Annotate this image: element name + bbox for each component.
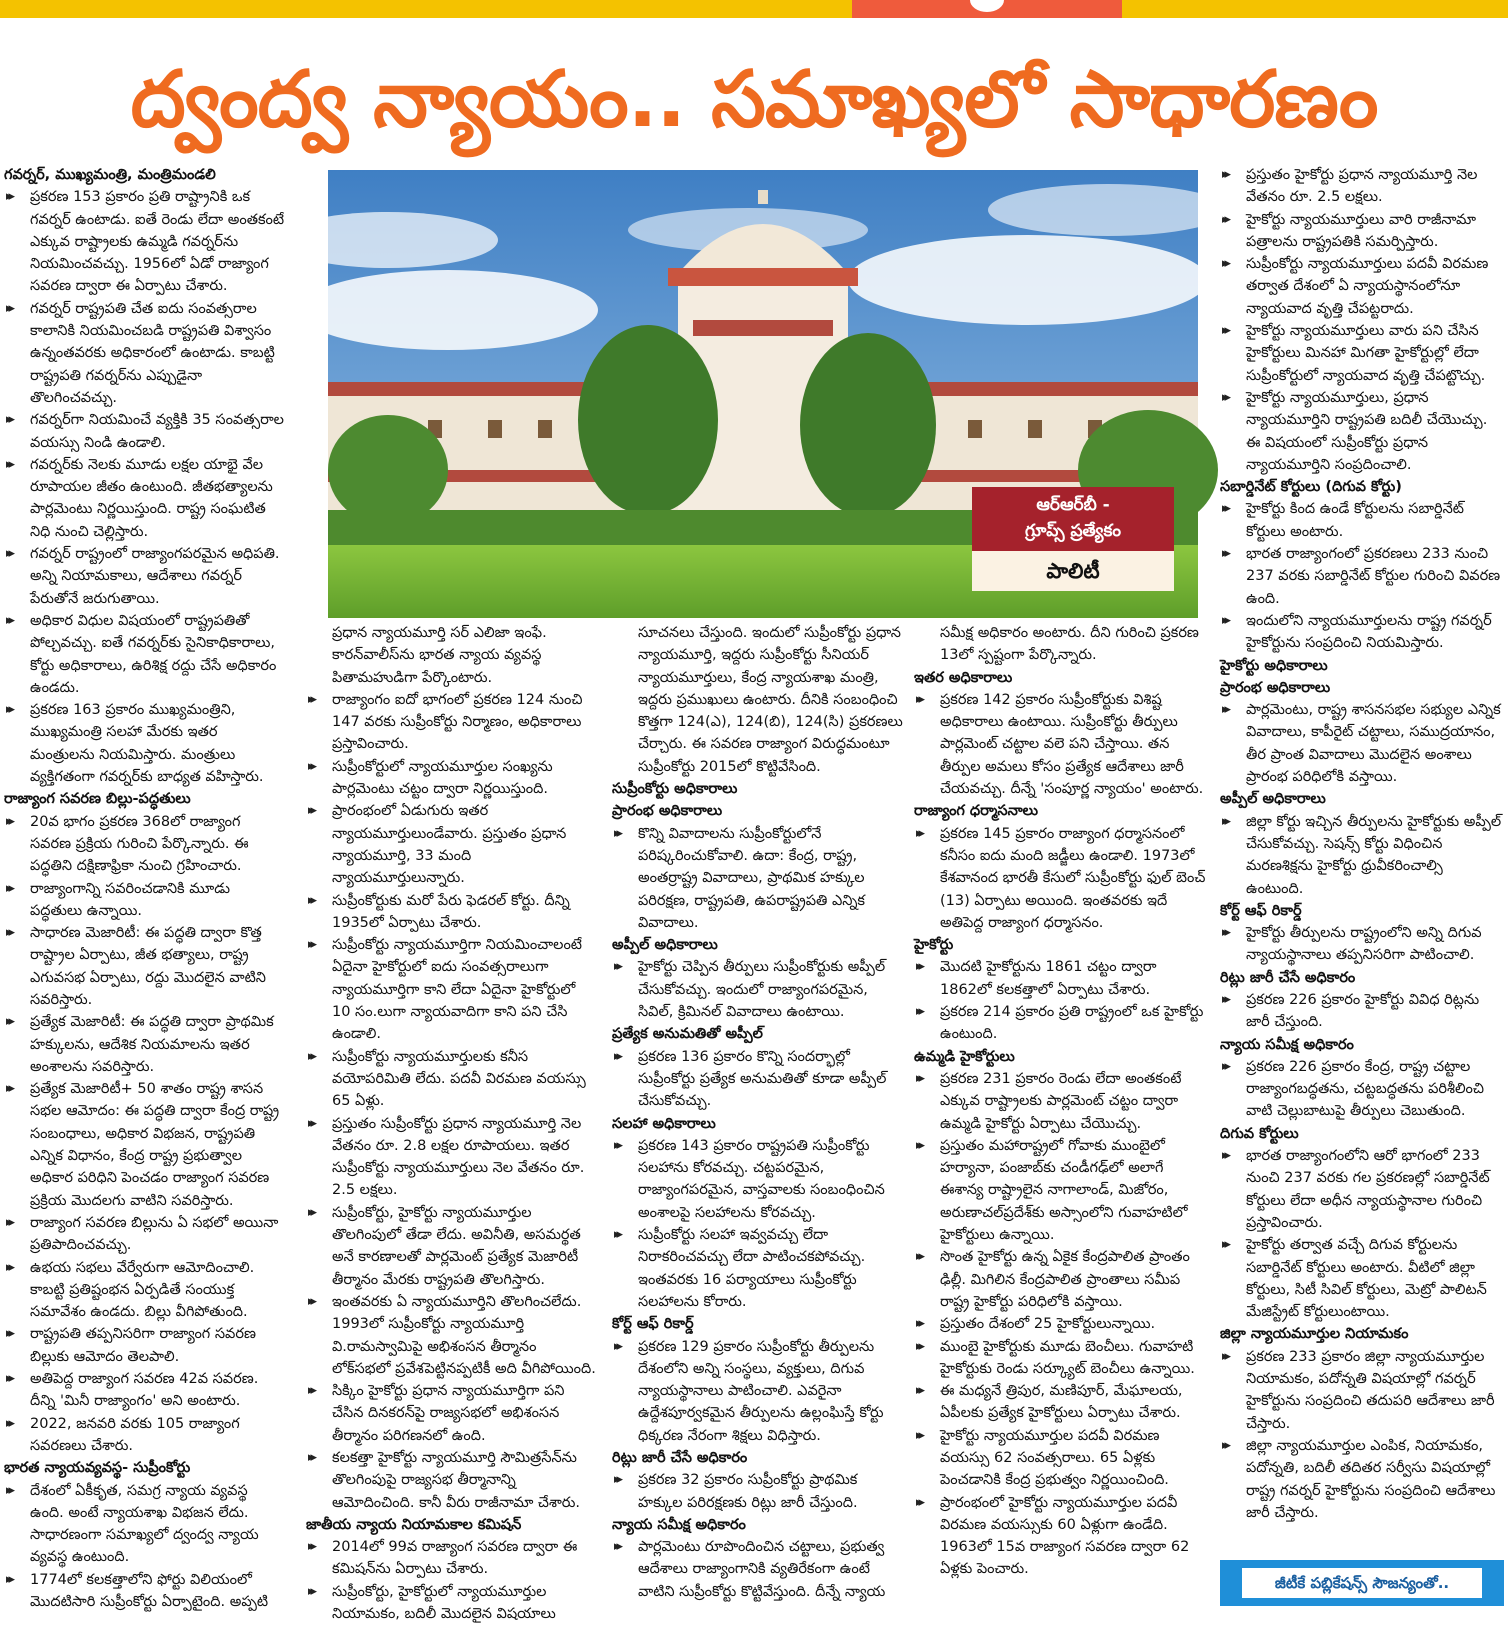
double-arrow-icon: ▸▸ <box>6 1214 12 1230</box>
double-arrow-icon: ▸▸ <box>308 1048 314 1064</box>
bullet-text: హైకోర్టు తీర్పులను రాష్ట్రంలోని అన్ని దిగువ న్యాయస్థానాలు తప్పనిసరిగా పాటించాలి. <box>1246 925 1482 964</box>
bullet-text: గవర్నర్‌కు నెలకు మూడు లక్షల యాభై వేల రూపాయల జీతం ఉంటుంది. జీతభత్యాలను పార్లమెంటు నిర్ణయిస్తుంది. రాష్ట్ర సంఘటిత నిధి నుంచి చెల్లిస్తారు. <box>30 456 273 540</box>
double-arrow-icon: ▸▸ <box>1222 925 1228 941</box>
bullet-item <box>914 689 1206 800</box>
double-arrow-icon: ▸▸ <box>1222 323 1228 339</box>
bullet-text: సొంత హైకోర్టు ఉన్న ఏకైక కేంద్రపాలిత ప్రాంతం ఢిల్లీ. మిగిలిన కేంద్రపాలిత ప్రాంతాలు సమీప రాష్ట్ర హైకోర్టు పరిధిలోకి వస్తాయి. <box>940 1249 1190 1310</box>
double-arrow-icon: ▸▸ <box>6 1014 12 1030</box>
bullet-item <box>914 956 1206 1001</box>
double-arrow-icon: ▸▸ <box>6 702 12 718</box>
double-arrow-icon: ▸▸ <box>1222 1058 1228 1074</box>
double-arrow-icon: ▸▸ <box>916 1070 922 1086</box>
subheading: ప్రారంభ అధికారాలు <box>1220 679 1331 696</box>
column-3 <box>612 622 904 1604</box>
bullet-item <box>4 811 286 878</box>
bullet-item <box>306 890 596 935</box>
bullet-text: భారత రాజ్యాంగంలోని ఆరో భాగంలో 233 నుంచి 237 వరకు గల ప్రకరణల్లో సబార్డినేట్ కోర్టులు లేదా అధీన న్యాయస్థానాల గురించి ప్రస్తావించారు. <box>1246 1148 1490 1231</box>
subheading: న్యాయ సమీక్ష అధికారం <box>612 1516 746 1533</box>
subheading: సబార్డినేట్ కోర్టులు (దిగువ కోర్టు) <box>1220 479 1402 496</box>
double-arrow-icon: ▸▸ <box>1222 211 1228 227</box>
bullet-text: ప్రస్తుతం మహారాష్ట్రలో గోవాకు ముంబైలో హర్యానా, పంజాబ్‌కు చండీగఢ్‌లో అలాగే ఈశాన్య రాష్ట్రాలైన నాగాలాండ్, మిజోరం, అరుణాచల్‌ప్రదేశ్‌కు అస్సాంలోని గువాహటిలో హైకోర్టులు ఉన్నాయి. <box>940 1137 1188 1244</box>
bullet-text: మొదటి హైకోర్టును 1861 చట్టం ద్వారా 1862లో కలకత్తాలో ఏర్పాటు చేశారు. <box>940 959 1157 998</box>
column-5 <box>1220 164 1504 1584</box>
double-arrow-icon: ▸▸ <box>6 189 12 205</box>
subheading: సలహా అధికారాలు <box>612 1115 716 1132</box>
double-arrow-icon: ▸▸ <box>6 546 12 562</box>
tag-section: పాలిటీ <box>972 551 1174 591</box>
bullet-text: ప్రకరణ 226 ప్రకారం కేంద్ర, రాష్ట్ర చట్టాల రాజ్యాంగబద్ధతను, చట్టబద్ధతను పరిశీలించి వాటి చెల్లుబాటుపై తీర్పులు చెబుతుంది. <box>1246 1058 1484 1120</box>
bullet-item <box>306 1113 596 1202</box>
bullet-item <box>1220 543 1504 610</box>
bullet-item <box>612 1224 904 1313</box>
bullet-item <box>1220 610 1504 655</box>
bullet-item <box>612 1046 904 1113</box>
bullet-text: సాధారణ మెజారిటీ: ఈ పద్ధతి ద్వారా కొత్త రాష్ట్రాల ఏర్పాటు, జీత భత్యాలు, రాష్ట్ర ఎగువసభ ఏర్పాటు, రద్దు మొదలైన వాటిని సవరిస్తారు. <box>30 925 266 1008</box>
bullet-text: ప్రత్యేక మెజారిటీ: ఈ పద్ధతి ద్వారా ప్రాథమిక హక్కులను, ఆదేశిక నియమాలను ఇతర అంశాలను సవరిస్తారు. <box>30 1014 274 1075</box>
double-arrow-icon: ▸▸ <box>6 1081 12 1097</box>
bullet-text: ప్రస్తుతం సుప్రీంకోర్టు ప్రధాన న్యాయమూర్తి నెల వేతనం రూ. 2.8 లక్షల రూపాయలు. ఇతర సుప్రీంకోర్టు న్యాయమూర్తులు నెల వేతనం రూ. 2.5 లక్షలు. <box>332 1115 585 1199</box>
bullet-item <box>612 956 904 1023</box>
page-headline: ద్వంద్వ న్యాయం.. సమాఖ్యలో సాధారణం <box>130 55 1378 145</box>
bullet-text: హైకోర్టు తర్వాత వచ్చే దిగువ కోర్టులను సబార్డినేట్ కోర్టులు అంటారు. వీటిలో జిల్లా కోర్టులు, సిటీ సివిల్ కోర్టులు, మెట్రో పాలిటన్ మేజిస్ట్రేట్ కోర్టులుంటాయి. <box>1246 1237 1487 1321</box>
bullet-text: ప్రారంభంలో హైకోర్టు న్యాయమూర్తుల పదవీ విరమణ వయస్సుకు 60 ఏళ్లుగా ఉండేది. 1963లో 15వ రాజ్యాంగ సవరణ ద్వారా 62 ఏళ్లకు పెంచారు. <box>940 1494 1190 1578</box>
double-arrow-icon: ▸▸ <box>916 1383 922 1399</box>
double-arrow-icon: ▸▸ <box>916 1137 922 1153</box>
paragraph: ప్రధాన న్యాయమూర్తి సర్ ఎలిజా ఇంఫే. కారన్‌వాలీస్‌ను భారత న్యాయ వ్యవస్థ పితామహుడిగా పేర్కొంటారు. <box>332 625 547 686</box>
bullet-item <box>306 800 596 889</box>
double-arrow-icon: ▸▸ <box>6 300 12 316</box>
bullet-item <box>1220 387 1504 432</box>
bullet-text: ప్రత్యేక మెజారిటీ+ 50 శాతం రాష్ట్ర శాసన సభల ఆమోదం: ఈ పద్ధతి ద్వారా కేంద్ర రాష్ట్ర సంబంధాలు, అధికార విభజన, రాష్ట్రపతి ఎన్నిక విధానం, కేంద్ర రాష్ట్ర ప్రభుత్వాల అధికార పరిధిని పెంచడం రాజ్యాంగ సవరణ ప్రక్రియ మొదలగు వాటిని సవరిస్తారు. <box>30 1081 280 1209</box>
double-arrow-icon: ▸▸ <box>6 456 12 472</box>
bullet-text: ప్రారంభంలో ఏడుగురు ఇతర న్యాయమూర్తులుండేవారు. ప్రస్తుతం ప్రధాన న్యాయమూర్తి, 33 మంది న్యాయమూర్తులున్నారు. <box>332 803 567 887</box>
bullet-text: హైకోర్టు కింద ఉండే కోర్టులను సబార్డినేట్ కోర్టులు అంటారు. <box>1246 501 1464 540</box>
bullet-text: ప్రకరణ 143 ప్రకారం రాష్ట్రపతి సుప్రీంకోర్టు సలహాను కోరవచ్చు. చట్టపరమైన, రాజ్యాంగపరమైన, వాస్తవాలకు సంబంధించిన అంశాలపై సలహాలను కోరవచ్చు. <box>638 1137 885 1221</box>
bullet-item <box>914 1313 1206 1335</box>
bullet-item <box>4 1011 286 1078</box>
double-arrow-icon: ▸▸ <box>614 825 620 841</box>
bullet-item <box>4 1323 286 1368</box>
bullet-text: రాజ్యాంగాన్ని సవరించడానికి మూడు పద్ధతులు ఉన్నాయి. <box>30 880 230 919</box>
bullet-text: హైకోర్టు న్యాయమూర్తులు, ప్రధాన న్యాయమూర్తిని రాష్ట్రపతి బదిలీ చేయొచ్చు. <box>1246 389 1488 429</box>
double-arrow-icon: ▸▸ <box>6 1326 12 1342</box>
double-arrow-icon: ▸▸ <box>614 959 620 975</box>
double-arrow-icon: ▸▸ <box>6 880 12 896</box>
bullet-item <box>914 823 1206 934</box>
double-arrow-icon: ▸▸ <box>1222 991 1228 1007</box>
bullet-item <box>1220 922 1504 967</box>
double-arrow-icon: ▸▸ <box>1222 501 1228 517</box>
bullet-text: జిల్లా న్యాయమూర్తుల ఎంపిక, నియామకం, పదోన్నతి, బదిలీ తదితర సర్వీసు విషయాల్లో రాష్ట్ర గవర్నర్ హైకోర్టును సంప్రదించి ఆదేశాలు జారీ చేస్తారు. <box>1246 1437 1496 1521</box>
bullet-item <box>306 689 596 756</box>
bullet-text: ఉభయ సభలు వేర్వేరుగా ఆమోదించాలి. కాబట్టి ప్రతిష్టంభన ఏర్పడితే సంయుక్త సమావేశం ఉండదు. బిల్లు వీగిపోతుంది. <box>30 1259 255 1321</box>
subheading: దిగువ కోర్టులు <box>1220 1125 1299 1142</box>
bullet-item <box>1220 1234 1504 1323</box>
tag-line-2: గ్రూప్స్ ప్రత్యేకం <box>1025 521 1121 541</box>
bullet-text: గవర్నర్‌గా నియమించే వ్యక్తికి 35 సంవత్సరాల వయస్సు నిండి ఉండాలి. <box>30 412 284 451</box>
bullet-text: ఈ మధ్యనే త్రిపుర, మణిపూర్, మేఘాలయ, ఏపీలకు ప్రత్యేక హైకోర్టులు ఏర్పాటు చేశారు. <box>940 1383 1183 1422</box>
bullet-text: హైకోర్టు చెప్పిన తీర్పులు సుప్రీంకోర్టుకు అప్పీల్ చేసుకోవచ్చు. ఇందులో రాజ్యాంగపరమైన, సివిల్, క్రిమినల్ వివాదాలు ఉంటాయి. <box>638 959 886 1021</box>
double-arrow-icon: ▸▸ <box>916 1427 922 1443</box>
subheading: అప్పీల్ అధికారాలు <box>1220 791 1326 808</box>
bullet-item <box>306 1046 596 1113</box>
bullet-item <box>1220 1056 1504 1123</box>
double-arrow-icon: ▸▸ <box>1222 702 1228 718</box>
subheading: గవర్నర్, ముఖ్యమంత్రి, మంత్రిమండలి <box>4 167 216 183</box>
bullet-text: ప్రకరణ 231 ప్రకారం రెండు లేదా అంతకంటే ఎక్కువ రాష్ట్రాలకు పార్లమెంట్ చట్టం ద్వారా ఉమ్మడి హైకోర్టు ఏర్పాటు చేయొచ్చు. <box>940 1070 1182 1132</box>
bullet-item <box>306 1291 596 1380</box>
bullet-text: ప్రకరణ 136 ప్రకారం కొన్ని సందర్భాల్లో సుప్రీంకోర్టు ప్రత్యేక అనుమతితో కూడా అప్పీల్ చేసుకోవచ్చు. <box>638 1048 887 1110</box>
bullet-item <box>4 1212 286 1257</box>
column-4 <box>914 622 1206 1604</box>
bullet-text: ప్రస్తుతం హైకోర్టు ప్రధాన న్యాయమూర్తి నెల వేతనం రూ. 2.5 లక్షలు. <box>1246 167 1478 206</box>
double-arrow-icon: ▸▸ <box>6 1371 12 1387</box>
footer-credit-text: జీటీకే పబ్లికేషన్స్ సౌజన్యంతో.. <box>1242 1568 1482 1598</box>
bullet-item <box>612 1536 904 1603</box>
bullet-text: 2022, జనవరి వరకు 105 రాజ్యాంగ సవరణలు చేశారు. <box>30 1415 240 1454</box>
bullet-text: రాష్ట్రపతి తప్పనిసరిగా రాజ్యాంగ సవరణ బిల్లుకు ఆమోదం తెలపాలి. <box>30 1326 256 1365</box>
bullet-text: ప్రకరణ 153 ప్రకారం ప్రతి రాష్ట్రానికి ఒక గవర్నర్ ఉంటాడు. ఐతే రెండు లేదా అంతకంటే ఎక్కువ రాష్ట్రాలకు ఉమ్మడి గవర్నర్‌ను నియమించవచ్చు. 1956లో ఏడో రాజ్యాంగ సవరణ ద్వారా ఈ ఏర్పాటు చేశారు. <box>30 189 285 295</box>
bullet-text: సుప్రీంకోర్టు, హైకోర్టులో న్యాయమూర్తుల నియామకం, బదిలీ మొదలైన విషయాలు <box>332 1583 556 1623</box>
double-arrow-icon: ▸▸ <box>916 691 922 707</box>
bullet-item <box>306 756 596 801</box>
double-arrow-icon: ▸▸ <box>6 1482 12 1498</box>
paragraph: ఈ విషయంలో సుప్రీంకోర్టు ప్రధాన న్యాయమూర్తిని సంప్రదించాలి. <box>1246 434 1429 473</box>
bullet-item <box>4 922 286 1011</box>
bullet-text: ప్రకరణ 226 ప్రకారం హైకోర్టు వివిధ రిట్లను జారీ చేస్తుంది. <box>1246 991 1480 1031</box>
double-arrow-icon: ▸▸ <box>1222 1237 1228 1253</box>
bullet-text: 2014లో 99వ రాజ్యాంగ సవరణ ద్వారా ఈ కమిషన్‌ను ఏర్పాటు చేశారు. <box>332 1539 578 1578</box>
double-arrow-icon: ▸▸ <box>6 813 12 829</box>
double-arrow-icon: ▸▸ <box>614 1539 620 1555</box>
bullet-text: సుప్రీంకోర్టు సలహా ఇవ్వవచ్చు లేదా నిరాకరించవచ్చు లేదా పాటించకపోవచ్చు. ఇంతవరకు 16 పర్యాయాలు సుప్రీంకోర్టు సలహాలను కోరారు. <box>638 1227 866 1310</box>
bullet-item <box>612 1336 904 1447</box>
double-arrow-icon: ▸▸ <box>1222 167 1228 182</box>
bullet-item <box>914 1336 1206 1381</box>
section-tag <box>972 487 1174 591</box>
bullet-text: రాజ్యాంగం ఐదో భాగంలో ప్రకరణ 124 నుంచి 147 వరకు సుప్రీంకోర్టు నిర్మాణం, అధికారాలు ప్రస్తావించారు. <box>332 691 583 753</box>
bullet-text: ప్రకరణ 233 ప్రకారం జిల్లా న్యాయమూర్తుల నియామకం, పదోన్నతి విషయాల్లో గవర్నర్ హైకోర్టును సంప్రదించి తదుపరి ఆదేశాలు జారీ చేస్తారు. <box>1246 1348 1495 1432</box>
bullet-text: అధికార విధుల విషయంలో రాష్ట్రపతితో పోల్చవచ్చు. ఐతే గవర్నర్‌కు సైనికాధికారాలు, కోర్టు అధికారాలు, ఉరిశిక్ష రద్దు చేసే అధికారం ఉండదు. <box>30 612 277 696</box>
double-arrow-icon: ▸▸ <box>1222 1348 1228 1364</box>
bullet-text: హైకోర్టు న్యాయమూర్తులు వారు పని చేసిన హైకోర్టులు మినహా మిగతా హైకోర్టుల్లో లేదా సుప్రీంకోర్టులో న్యాయవాద వృత్తి చేపట్టొచ్చు. <box>1246 323 1486 384</box>
double-arrow-icon: ▸▸ <box>308 1539 314 1555</box>
subheading: కోర్ట్ ఆఫ్ రికార్డ్ <box>612 1316 694 1333</box>
bullet-text: సుప్రీంకోర్టు న్యాయమూర్తిగా నియమించాలంటే ఏదైనా హైకోర్టులో ఐదు సంవత్సరాలుగా న్యాయమూర్తిగా కాని లేదా ఏదైనా హైకోర్టులో 10 సం.లుగా న్యాయవాదిగా కాని పని చేసి ఉండాలి. <box>332 937 582 1043</box>
subheading: సుప్రీంకోర్టు అధికారాలు <box>612 781 738 798</box>
double-arrow-icon: ▸▸ <box>916 1494 922 1510</box>
column-2 <box>306 622 596 1623</box>
bullet-item <box>612 1135 904 1224</box>
double-arrow-icon: ▸▸ <box>1222 546 1228 562</box>
bullet-item <box>4 1480 286 1569</box>
double-arrow-icon: ▸▸ <box>916 1316 922 1332</box>
double-arrow-icon: ▸▸ <box>916 825 922 841</box>
subheading: జాతీయ న్యాయ నియామకాల కమిషన్ <box>306 1516 522 1533</box>
bullet-text: ప్రకరణ 145 ప్రకారం రాజ్యాంగ ధర్మాసనంలో కనీసం ఐదు మంది జడ్జీలు ఉండాలి. 1973లో కేశవానంద భారతీ కేసులో సుప్రీంకోర్టు ఫుల్ బెంచ్ (13) ఏర్పాటు అయింది. ఇంతవరకు ఇదే అతిపెద్ద రాజ్యాంగ ధర్మాసనం. <box>940 825 1206 931</box>
bullet-text: గవర్నర్ రాష్ట్రపతి చేత ఐదు సంవత్సరాల కాలానికి నియమించబడి రాష్ట్రపతి విశ్వాసం ఉన్నంతవరకు అధికారంలో ఉంటాడు. కాబట్టి రాష్ట్రపతి గవర్నర్‌ను ఎప్పుడైనా తొలగించవచ్చు. <box>30 300 275 406</box>
bullet-item <box>4 543 286 610</box>
top-bar-accent <box>852 0 1122 18</box>
bullet-item <box>306 1447 596 1514</box>
subheading: హైకోర్టు <box>914 937 954 954</box>
paragraph: సూచనలు చేస్తుంది. ఇందులో సుప్రీంకోర్టు ప్రధాన న్యాయమూర్తి, ఇద్దరు సుప్రీంకోర్టు సీనియర్ న్యాయమూర్తులు, కేంద్ర న్యాయశాఖ మంత్రి, ఇద్దరు ప్రముఖులు ఉంటారు. దీనికి సంబంధించి కొత్తగా 124(ఎ), 124(బి), 124(సి) ప్రకరణలు చేర్చారు. ఈ సవరణ రాజ్యాంగ విరుద్ధమంటూ సుప్రీంకోర్టు 2015లో కొట్టివేసింది. <box>638 625 903 775</box>
double-arrow-icon: ▸▸ <box>1222 612 1228 628</box>
bullet-item <box>306 1202 596 1291</box>
subheading: రాజ్యాంగ ధర్మాసనాలు <box>914 803 1038 820</box>
bullet-item <box>4 610 286 699</box>
bullet-item <box>1220 811 1504 900</box>
subheading: ప్రత్యేక అనుమతితో అప్పీల్ <box>612 1026 763 1043</box>
double-arrow-icon: ▸▸ <box>6 412 12 428</box>
double-arrow-icon: ▸▸ <box>1222 1148 1228 1164</box>
bullet-item <box>306 1581 596 1625</box>
double-arrow-icon: ▸▸ <box>6 925 12 941</box>
double-arrow-icon: ▸▸ <box>6 612 12 628</box>
double-arrow-icon: ▸▸ <box>614 1338 620 1354</box>
paragraph: సమీక్ష అధికారం అంటారు. దీని గురించి ప్రకరణ 13లో స్పష్టంగా పేర్కొన్నారు. <box>940 625 1199 664</box>
bullet-item <box>612 1469 904 1514</box>
column-1 <box>4 164 286 1610</box>
bullet-item <box>4 699 286 788</box>
double-arrow-icon: ▸▸ <box>308 892 314 908</box>
subheading: రిట్లు జారీ చేసే అధికారం <box>1220 969 1356 986</box>
double-arrow-icon: ▸▸ <box>6 1415 12 1431</box>
bullet-text: ఇంతవరకు ఏ న్యాయమూర్తిని తొలగించలేదు. 1993లో సుప్రీంకోర్టు న్యాయమూర్తి వి.రామస్వామిపై అభిశంసన తీర్మానం లోక్‌సభలో ప్రవేశపెట్టినప్పటికీ అది వీగిపోయింది. <box>332 1293 596 1377</box>
bullet-item <box>914 1001 1206 1046</box>
bullet-text: ప్రస్తుతం దేశంలో 25 హైకోర్టులున్నాయి. <box>940 1316 1156 1333</box>
bullet-text: రాజ్యాంగ సవరణ బిల్లును ఏ సభలో అయినా ప్రతిపాదించవచ్చు. <box>30 1214 279 1254</box>
bullet-text: సుప్రీంకోర్టు న్యాయమూర్తులకు కనీస వయోపరిమితి లేదు. పదవీ విరమణ వయస్సు 65 ఏళ్లు. <box>332 1048 586 1110</box>
bullet-item <box>914 1246 1206 1313</box>
bullet-item <box>914 1068 1206 1135</box>
bullet-item <box>306 934 596 1045</box>
bullet-item <box>4 878 286 923</box>
bullet-text: ప్రకరణ 163 ప్రకారం ముఖ్యమంత్రిని, ముఖ్యమంత్రి సలహా మేరకు ఇతర మంత్రులను నియమిస్తారు. మంత్రులు వ్యక్తిగతంగా గవర్నర్‌కు బాధ్యత వహిస్తారు. <box>30 702 264 786</box>
footer-credit <box>1220 1560 1504 1606</box>
bullet-text: సుప్రీంకోర్టు, హైకోర్టు న్యాయమూర్తుల తొలగింపులో తేడా లేదు. అవినీతి, అసమర్థత అనే కారణాలతో పార్లమెంట్ ప్రత్యేక మెజారిటీ తీర్మానం మేరకు రాష్ట్రపతి తొలగిస్తారు. <box>332 1204 581 1288</box>
bullet-text: దేశంలో ఏకీకృత, సమగ్ర న్యాయ వ్యవస్థ ఉంది. అంటే న్యాయశాఖ విభజన లేదు. సాధారణంగా సమాఖ్యలో ద్వంద్వ న్యాయ వ్యవస్థ ఉంటుంది. <box>30 1482 259 1566</box>
tag-line-1: ఆర్ఆర్‌బీ - <box>1036 495 1110 515</box>
double-arrow-icon: ▸▸ <box>308 1583 314 1599</box>
double-arrow-icon: ▸▸ <box>308 1449 314 1465</box>
bullet-item <box>1220 320 1504 387</box>
bullet-item <box>4 298 286 409</box>
subheading: న్యాయ సమీక్ష అధికారం <box>1220 1036 1354 1053</box>
bullet-text: పార్లమెంటు రూపొందించిన చట్టాలు, ప్రభుత్వ ఆదేశాలు రాజ్యాంగానికి వ్యతిరేకంగా ఉంటే వాటిని సుప్రీంకోర్టు కొట్టివేస్తుంది. దీన్నే న్యాయ <box>638 1539 886 1600</box>
bullet-item <box>306 1380 596 1447</box>
double-arrow-icon: ▸▸ <box>308 1293 314 1309</box>
bullet-item <box>1220 1435 1504 1524</box>
bullet-item <box>914 1492 1206 1581</box>
double-arrow-icon: ▸▸ <box>308 691 314 707</box>
subheading: రిట్లు జారీ చేసే అధికారం <box>612 1449 748 1466</box>
bullet-item <box>1220 253 1504 320</box>
subheading: జిల్లా న్యాయమూర్తుల నియామకం <box>1220 1326 1409 1343</box>
bullet-text: కలకత్తా హైకోర్టు న్యాయమూర్తి సౌమిత్రసేన్‌ను తొలగింపుపై రాజ్యసభ తీర్మానాన్ని ఆమోదించింది. కానీ వీరు రాజీనామా చేశారు. <box>332 1449 580 1511</box>
subheading: ఉమ్మడి హైకోర్టులు <box>914 1048 1015 1065</box>
bullet-text: సిక్కిం హైకోర్టు ప్రధాన న్యాయమూర్తిగా పని చేసిన దినకరన్‌పై రాజ్యసభలో అభిశంసన తీర్మానం పరిగణనలో ఉంది. <box>332 1383 565 1444</box>
subheading: భారత న్యాయవ్యవస్థ- సుప్రీంకోర్టు <box>4 1460 191 1477</box>
bullet-text: ఇందులోని న్యాయమూర్తులను రాష్ట్ర గవర్నర్ హైకోర్టును సంప్రదించి నియమిస్తారు. <box>1246 612 1492 652</box>
bullet-item <box>1220 498 1504 543</box>
top-bar-knob <box>970 0 1004 12</box>
bullet-item <box>1220 699 1504 788</box>
bullet-text: సుప్రీంకోర్టు న్యాయమూర్తులు పదవీ విరమణ తర్వాత దేశంలో ఏ న్యాయస్థానంలోనూ న్యాయవాద వృత్తి చేపట్టరాదు. <box>1246 256 1489 317</box>
double-arrow-icon: ▸▸ <box>1222 1437 1228 1453</box>
tag-title <box>972 487 1174 551</box>
bullet-item <box>4 1368 286 1413</box>
double-arrow-icon: ▸▸ <box>1222 389 1228 405</box>
bullet-text: భారత రాజ్యాంగంలో ప్రకరణలు 233 నుంచి 237 వరకు సబార్డినేట్ కోర్టుల గురించి వివరణ ఉంది. <box>1246 546 1501 607</box>
bullet-text: పార్లమెంటు, రాష్ట్ర శాసనసభల సభ్యుల ఎన్నిక వివాదాలు, కాపీరైట్ చట్టాలు, సముద్రయానం, తీర ప్రాంత వివాదాలు మొదలైన అంశాలు ప్రారంభ పరిధిలోకి వస్తాయి. <box>1246 702 1501 786</box>
double-arrow-icon: ▸▸ <box>1222 256 1228 272</box>
bullet-item <box>4 1257 286 1324</box>
bullet-text: హైకోర్టు న్యాయమూర్తులు వారి రాజీనామా పత్రాలను రాష్ట్రపతికి సమర్పిస్తారు. <box>1246 211 1477 250</box>
double-arrow-icon: ▸▸ <box>916 1004 922 1020</box>
bullet-item <box>1220 1346 1504 1435</box>
bullet-text: సుప్రీంకోర్టుకు మరో పేరు ఫెడరల్ కోర్టు. దీన్ని 1935లో ఏర్పాటు చేశారు. <box>332 892 570 931</box>
subheading: ఇతర అధికారాలు <box>914 669 1013 686</box>
bullet-item <box>4 186 286 297</box>
double-arrow-icon: ▸▸ <box>308 1115 314 1131</box>
bullet-text: గవర్నర్ రాష్ట్రంలో రాజ్యాంగపరమైన అధిపతి. అన్ని నియామకాలు, ఆదేశాలు గవర్నర్ పేరుతోనే జరుగుతాయి. <box>30 546 280 607</box>
bullet-text: ప్రకరణ 129 ప్రకారం సుప్రీంకోర్టు తీర్పులను దేశంలోని అన్ని సంస్థలు, వ్యక్తులు, దిగువ న్యాయస్థానాలు పాటించాలి. ఎవరైనా ఉద్దేశపూర్వకమైన తీర్పులను ఉల్లంఘిస్తే కోర్టు ధిక్కరణ నేరంగా శిక్షలు విధిస్తారు. <box>638 1338 884 1444</box>
bullet-item <box>914 1425 1206 1492</box>
double-arrow-icon: ▸▸ <box>6 1571 12 1587</box>
bullet-item <box>1220 989 1504 1034</box>
double-arrow-icon: ▸▸ <box>308 758 314 774</box>
bullet-text: ముంబై హైకోర్టుకు మూడు బెంచీలు. గువాహటి హైకోర్టుకు రెండు సర్క్యూట్ బెంచీలు ఉన్నాయి. <box>940 1338 1195 1377</box>
bullet-text: అతిపెద్ద రాజ్యాంగ సవరణ 42వ సవరణ. దీన్ని 'మినీ రాజ్యాంగం' అని అంటారు. <box>30 1371 259 1410</box>
bullet-item <box>1220 209 1504 254</box>
bullet-item <box>4 409 286 454</box>
double-arrow-icon: ▸▸ <box>916 1249 922 1265</box>
subheading: హైకోర్టు అధికారాలు <box>1220 657 1328 674</box>
double-arrow-icon: ▸▸ <box>916 959 922 975</box>
subheading: రాజ్యాంగ సవరణ బిల్లు-పద్ధతులు <box>4 791 191 808</box>
bullet-text: హైకోర్టు న్యాయమూర్తుల పదవీ విరమణ వయస్సు 62 సంవత్సరాలు. 65 ఏళ్లకు పెంచడానికి కేంద్ర ప్రభుత్వం నిర్ణయించింది. <box>940 1427 1169 1489</box>
bullet-item <box>914 1135 1206 1246</box>
bullet-text: ప్రకరణ 142 ప్రకారం సుప్రీంకోర్టుకు విశిష్ట అధికారాలు ఉంటాయి. సుప్రీంకోర్టు తీర్పులు పార్లమెంట్ చట్టాల వలె పని చేస్తాయి. తన తీర్పుల అమలు కోసం ప్రత్యేక ఆదేశాలు జారీ చేయవచ్చు. దీన్నే 'సంపూర్ణ న్యాయం' అంటారు. <box>940 691 1204 798</box>
bullet-text: 1774లో కలకత్తాలోని ఫోర్టు విలియంలో మొదటిసారి సుప్రీంకోర్టు ఏర్పాటైంది. అప్పటి <box>30 1571 269 1610</box>
subheading: ప్రారంభ అధికారాలు <box>612 803 723 820</box>
bullet-text: ప్రకరణ 214 ప్రకారం ప్రతి రాష్ట్రంలో ఒక హైకోర్టు ఉంటుంది. <box>940 1004 1204 1043</box>
subheading: కోర్ట్ ఆఫ్ రికార్డ్ <box>1220 902 1302 919</box>
bullet-item <box>4 1413 286 1458</box>
double-arrow-icon: ▸▸ <box>308 937 314 953</box>
bullet-text: జిల్లా కోర్టు ఇచ్చిన తీర్పులను హైకోర్టుకు అప్పీల్ చేసుకోవచ్చు. సెషన్స్ కోర్టు విధించిన మరణశిక్షను హైకోర్టు ధ్రువీకరించాల్సి ఉంటుంది. <box>1246 813 1502 897</box>
bullet-item <box>306 1536 596 1581</box>
bullet-item <box>4 1569 286 1614</box>
bullet-text: సుప్రీంకోర్టులో న్యాయమూర్తుల సంఖ్యను పార్లమెంటు చట్టం ద్వారా నిర్ణయిస్తుంది. <box>332 758 553 798</box>
double-arrow-icon: ▸▸ <box>614 1227 620 1243</box>
double-arrow-icon: ▸▸ <box>916 1338 922 1354</box>
double-arrow-icon: ▸▸ <box>1222 813 1228 829</box>
top-color-bar <box>0 0 1508 18</box>
bullet-item <box>4 1078 286 1212</box>
subheading: అప్పీల్ అధికారాలు <box>612 937 718 954</box>
bullet-item <box>612 823 904 934</box>
bullet-item <box>1220 1145 1504 1234</box>
bullet-text: ప్రకరణ 32 ప్రకారం సుప్రీంకోర్టు ప్రాథమిక హక్కుల పరిరక్షణకు రిట్లు జారీ చేస్తుంది. <box>638 1472 858 1511</box>
double-arrow-icon: ▸▸ <box>308 1383 314 1399</box>
bullet-item <box>914 1380 1206 1425</box>
bullet-text: 20వ భాగం ప్రకరణ 368లో రాజ్యాంగ సవరణ ప్రక్రియ గురించి పేర్కొన్నారు. ఈ పద్ధతిని దక్షిణాఫ్రికా నుంచి గ్రహించారు. <box>30 813 249 875</box>
bullet-item <box>4 454 286 543</box>
double-arrow-icon: ▸▸ <box>308 1204 314 1220</box>
double-arrow-icon: ▸▸ <box>614 1137 620 1153</box>
bullet-text: కొన్ని వివాదాలను సుప్రీంకోర్టులోనే పరిష్కరించుకోవాలి. ఉదా: కేంద్ర, రాష్ట్ర, అంతర్రాష్ట్ర వివాదాలు, ప్రాథమిక హక్కుల పరిరక్షణ, రాష్ట్రపతి, ఉపరాష్ట్రపతి ఎన్నిక వివాదాలు. <box>638 825 865 931</box>
bullet-item <box>1220 164 1504 209</box>
double-arrow-icon: ▸▸ <box>6 1259 12 1275</box>
double-arrow-icon: ▸▸ <box>614 1048 620 1064</box>
double-arrow-icon: ▸▸ <box>614 1472 620 1488</box>
double-arrow-icon: ▸▸ <box>308 803 314 819</box>
